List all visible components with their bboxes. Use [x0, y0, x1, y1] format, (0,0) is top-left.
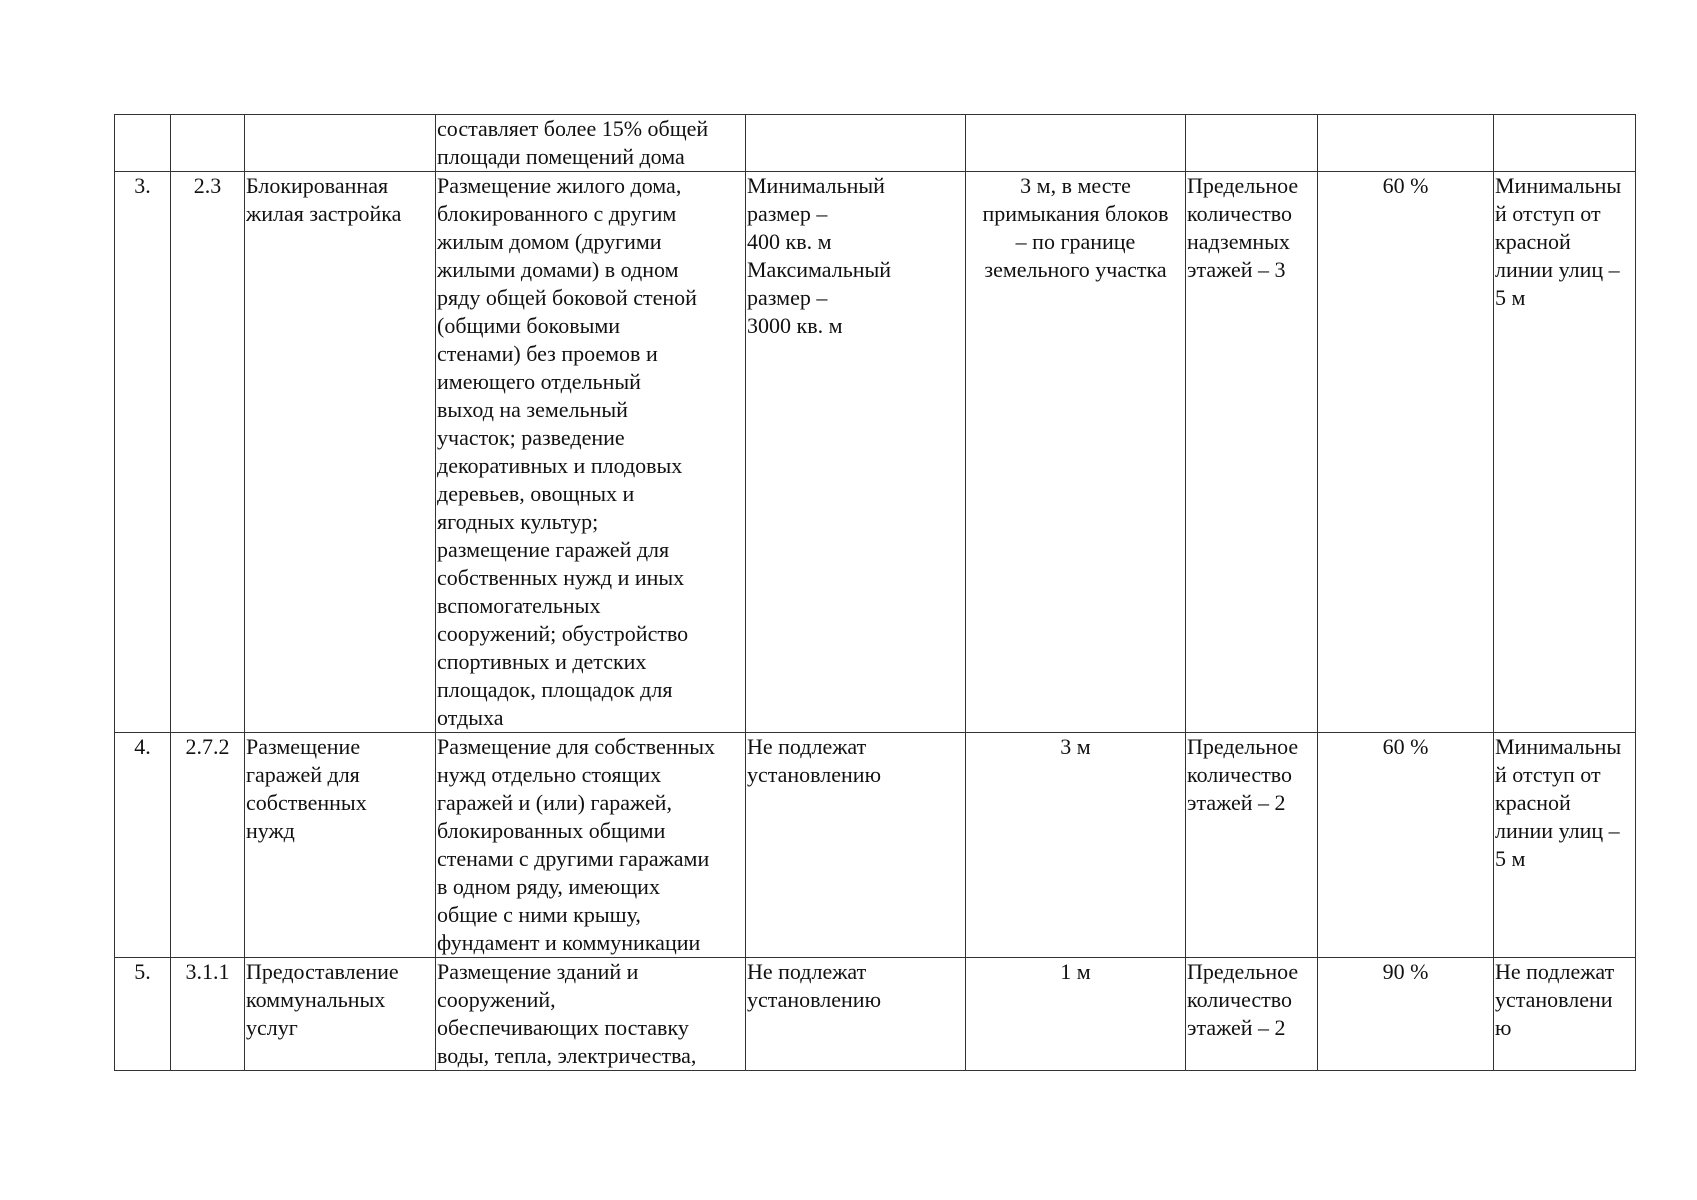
- red-line-indent-cell: Минимальны й отступ от красной линии улиц – 5 м: [1494, 733, 1636, 958]
- use-name-cell: Предоставление коммунальных услуг: [245, 958, 436, 1071]
- table-row-continuation: [115, 115, 1636, 172]
- use-description-cell: Размещение жилого дома, блокированного с другим жилым домом (другими жилыми домами) в одном ряду общей боковой стеной (общими боковыми стенами) без проемов и имеющего отдельный выход на земельный участок; разведение декоративных и плодовых деревьев, овощных и ягодных культур; размещение гаражей для собственных нужд и иных вспомогательных сооружений; обустройство спортивных и детских площадок, площадок для отдыха: [436, 172, 746, 733]
- table-row: [115, 958, 1636, 1071]
- floor-limit-cell: [1186, 115, 1318, 172]
- coverage-percent-cell: 60 %: [1318, 733, 1494, 958]
- use-description-cell: Размещение зданий и сооружений, обеспечивающих поставку воды, тепла, электричества,: [436, 958, 746, 1071]
- use-code-cell: 3.1.1: [171, 958, 245, 1071]
- floor-limit-cell: Предельное количество надземных этажей – 3: [1186, 172, 1318, 733]
- red-line-indent-cell: Не подлежат установлени ю: [1494, 958, 1636, 1071]
- table-row: [115, 733, 1636, 958]
- use-code-cell: [171, 115, 245, 172]
- boundary-setback-cell: 3 м, в месте примыкания блоков – по границе земельного участка: [966, 172, 1186, 733]
- plot-area-cell: Не подлежат установлению: [746, 733, 966, 958]
- coverage-percent-cell: 60 %: [1318, 172, 1494, 733]
- zoning-regulations-table: [114, 114, 1636, 1071]
- row-number-cell: 3.: [115, 172, 171, 733]
- use-description-cell: Размещение для собственных нужд отдельно стоящих гаражей и (или) гаражей, блокированных общими стенами с другими гаражами в одном ряду, имеющих общие с ними крышу, фундамент и коммуникации: [436, 733, 746, 958]
- row-number-cell: [115, 115, 171, 172]
- row-number-cell: 5.: [115, 958, 171, 1071]
- plot-area-cell: Минимальный размер – 400 кв. м Максимальный размер – 3000 кв. м: [746, 172, 966, 733]
- floor-limit-cell: Предельное количество этажей – 2: [1186, 958, 1318, 1071]
- row-number-cell: 4.: [115, 733, 171, 958]
- use-name-cell: Блокированная жилая застройка: [245, 172, 436, 733]
- plot-area-cell: [746, 115, 966, 172]
- boundary-setback-cell: [966, 115, 1186, 172]
- use-name-cell: [245, 115, 436, 172]
- coverage-percent-cell: 90 %: [1318, 958, 1494, 1071]
- use-description-cell: составляет более 15% общей площади помещений дома: [436, 115, 746, 172]
- red-line-indent-cell: Минимальны й отступ от красной линии улиц – 5 м: [1494, 172, 1636, 733]
- plot-area-cell: Не подлежат установлению: [746, 958, 966, 1071]
- use-name-cell: Размещение гаражей для собственных нужд: [245, 733, 436, 958]
- coverage-percent-cell: [1318, 115, 1494, 172]
- use-code-cell: 2.7.2: [171, 733, 245, 958]
- table-row: [115, 172, 1636, 733]
- red-line-indent-cell: [1494, 115, 1636, 172]
- boundary-setback-cell: 1 м: [966, 958, 1186, 1071]
- floor-limit-cell: Предельное количество этажей – 2: [1186, 733, 1318, 958]
- boundary-setback-cell: 3 м: [966, 733, 1186, 958]
- use-code-cell: 2.3: [171, 172, 245, 733]
